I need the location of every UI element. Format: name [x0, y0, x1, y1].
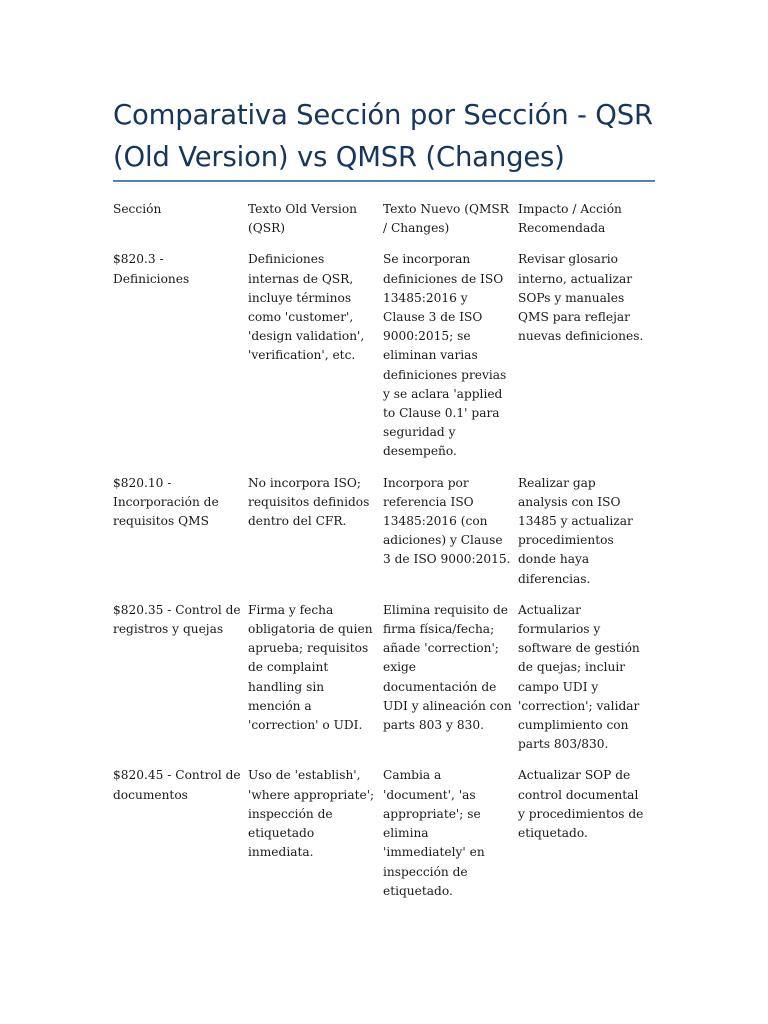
- cell-impact: Revisar glosario interno, actualizar SOPs y manuales QMS para reflejar nuevas definiciones.: [518, 252, 644, 344]
- table-row: [113, 250, 653, 473]
- cell-new-text: Elimina requisito de firma física/fecha; añade 'correction'; exige documentación de UDI y alineación con parts 803 y 830.: [383, 602, 512, 733]
- header-old-text: Texto Old Version (QSR): [248, 202, 358, 236]
- cell-impact: Realizar gap analysis con ISO 13485 y actualizar procedimientos donde haya diferencias.: [518, 475, 633, 586]
- cell-old-text: No incorpora ISO; requisitos definidos dentro del CFR.: [248, 475, 370, 529]
- header-impact: Impacto / Acción Recomendada: [518, 202, 622, 236]
- cell-section: $820.10 - Incorporación de requisitos QMS: [113, 475, 219, 529]
- table-body: [113, 250, 653, 913]
- cell-impact: Actualizar formularios y software de gestión de quejas; incluir campo UDI y 'correction'; validar cumplimiento con parts 803/830.: [518, 602, 640, 752]
- header-new-text: Texto Nuevo (QMSR / Changes): [383, 202, 509, 236]
- cell-old-text: Uso de 'establish', 'where appropriate'; inspección de etiquetado inmediata.: [248, 768, 375, 860]
- cell-new-text: Se incorporan definiciones de ISO 13485:2016 y Clause 3 de ISO 9000:2015; se eliminan varias definiciones previas y se aclara 'applied to Clause 0.1' para seguridad y desempeño.: [383, 252, 507, 459]
- cell-section: $820.3 - Definiciones: [113, 252, 190, 286]
- cell-new-text: Cambia a 'document', 'as appropriate'; se elimina 'immediately' en inspección de etiquetado.: [383, 768, 485, 898]
- table-row: [113, 474, 653, 601]
- cell-old-text: Firma y fecha obligatoria de quien aprueba; requisitos de complaint handling sin mención a 'correction' o UDI.: [248, 602, 373, 733]
- cell-section: $820.35 - Control de registros y quejas: [113, 602, 241, 637]
- table-row: [113, 601, 653, 767]
- header-row: [113, 200, 653, 250]
- title-divider: [113, 180, 655, 182]
- table-row: [113, 766, 653, 912]
- cell-new-text: Incorpora por referencia ISO 13485:2016 (con adiciones) y Clause 3 de ISO 9000:2015.: [383, 475, 511, 567]
- document-title: Comparativa Sección por Sección - QSR (Old Version) vs QMSR (Changes): [113, 99, 653, 173]
- cell-section: $820.45 - Control de documentos: [113, 768, 241, 802]
- cell-old-text: Definiciones internas de QSR, incluye términos como 'customer', 'design validation', 'verification', etc.: [248, 252, 365, 363]
- table-header: [113, 200, 653, 250]
- header-section: Sección: [113, 202, 162, 216]
- comparison-table: [113, 200, 653, 913]
- cell-impact: Actualizar SOP de control documental y procedimientos de etiquetado.: [518, 768, 644, 841]
